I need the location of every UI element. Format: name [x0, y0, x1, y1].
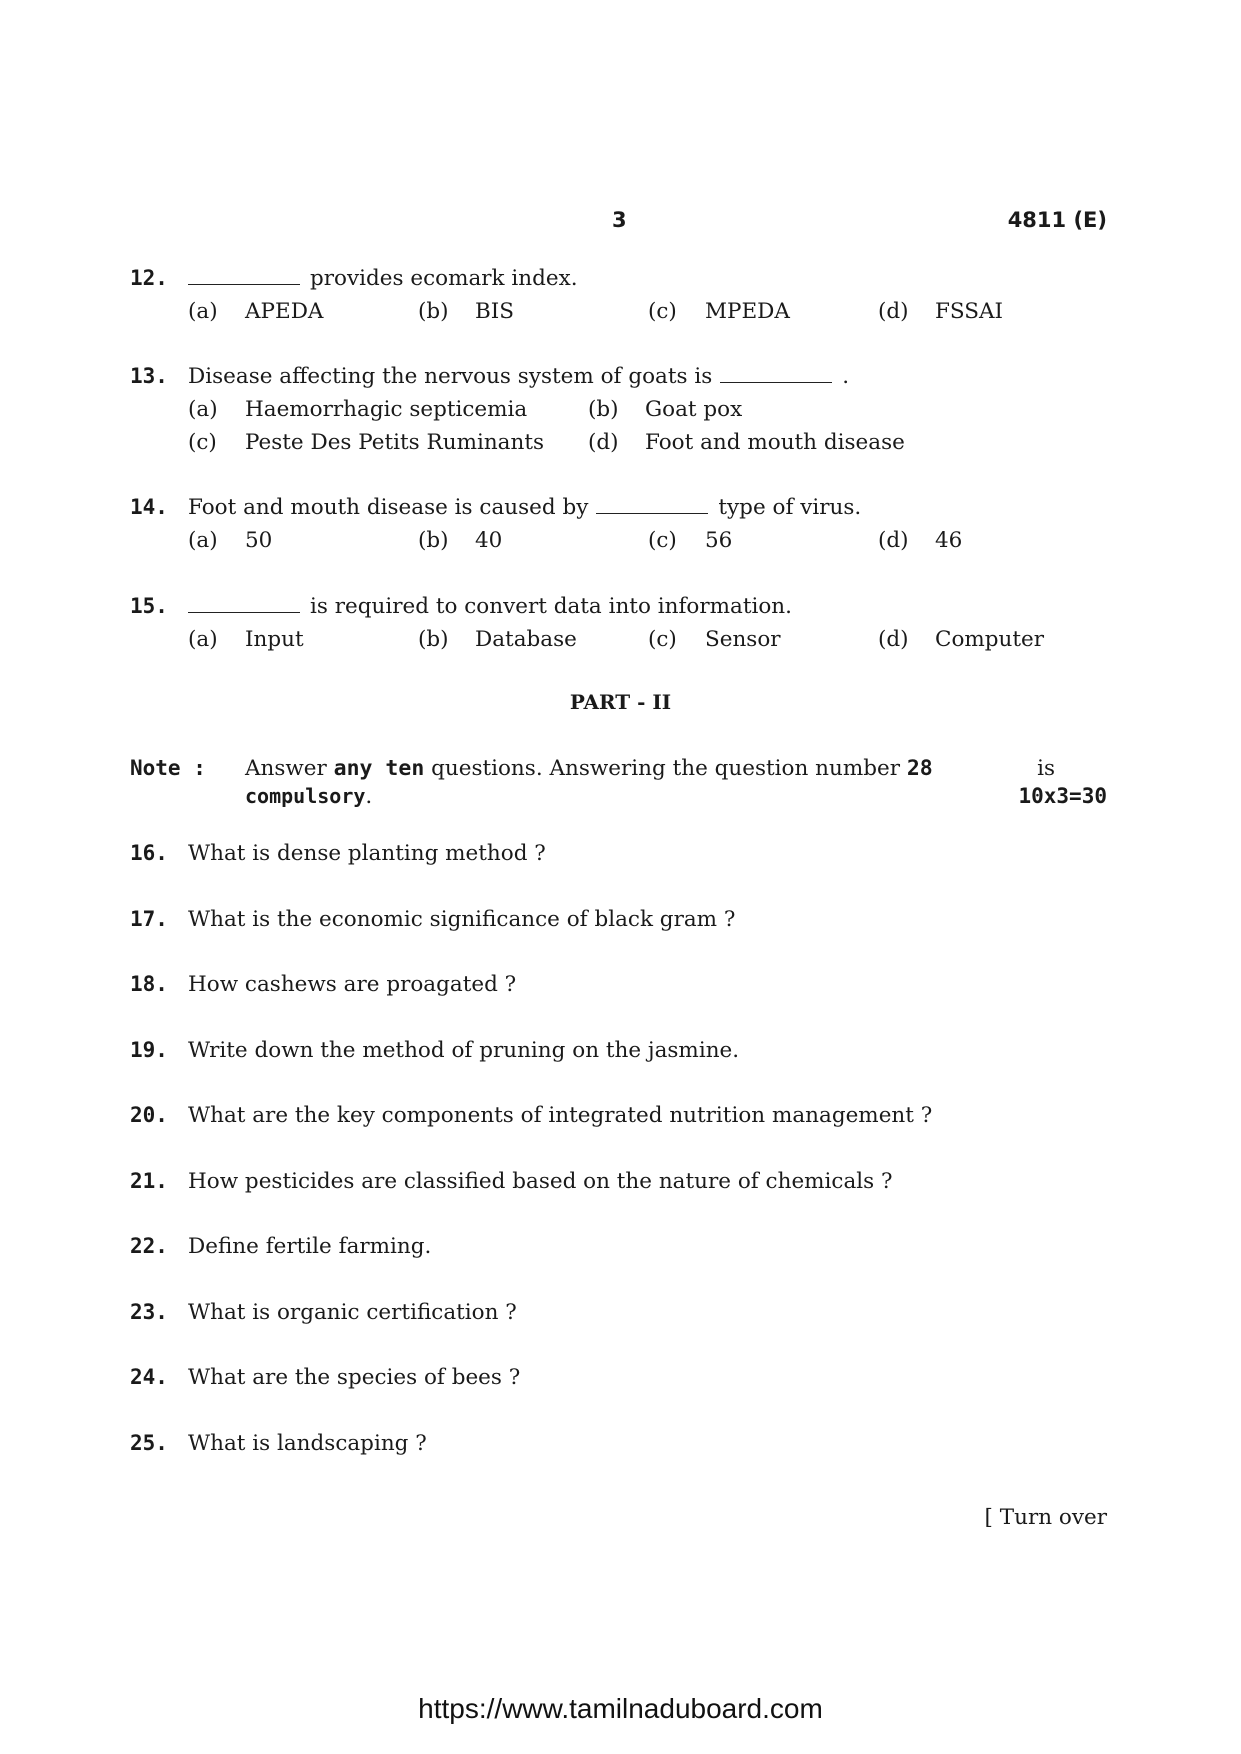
option-c: (c) 56 [648, 528, 733, 553]
question-number: 20. [130, 1103, 168, 1127]
note-label: Note : [130, 756, 206, 780]
option-b: (b) Database [418, 627, 577, 652]
question-number: 17. [130, 906, 168, 931]
page-number: 3 [612, 208, 627, 232]
turn-over: [ Turn over [984, 1505, 1107, 1530]
option-d: (d) Foot and mouth disease [588, 430, 905, 455]
question-text: is required to convert data into information. [188, 590, 792, 623]
question-text: Foot and mouth disease is caused by type of virus. [188, 495, 862, 520]
question-text: Define fertile farming. [188, 1234, 432, 1259]
option-d: (d) 46 [878, 528, 963, 553]
question-text: provides ecomark index. [188, 262, 578, 295]
note-instruction-compulsory: compulsory. [245, 784, 373, 809]
question-number: 15. [130, 594, 168, 618]
question-number: 19. [130, 1037, 168, 1062]
answer-blank [188, 283, 300, 285]
question-number: 12. [130, 266, 168, 290]
option-a: (a) 50 [188, 528, 273, 553]
question-text: Disease affecting the nervous system of goats is . [188, 364, 850, 389]
question-text: What is dense planting method ? [188, 841, 546, 866]
option-b: (b) Goat pox [588, 397, 743, 422]
option-b: (b) BIS [418, 299, 515, 324]
option-c: (c) Peste Des Petits Ruminants [188, 430, 545, 455]
note-instruction: Answer any ten questions. Answering the question number 28 is [245, 756, 1055, 781]
answer-blank [720, 381, 832, 383]
options [188, 393, 1108, 459]
option-a: (a) APEDA [188, 299, 324, 324]
options [188, 524, 1108, 557]
question-number: 21. [130, 1168, 168, 1193]
option-d: (d) Computer [878, 627, 1045, 652]
question-text: How cashews are proagated ? [188, 972, 517, 997]
question-number: 25. [130, 1430, 168, 1455]
question-number: 16. [130, 841, 168, 865]
paper-code: 4811 (E) [1007, 208, 1107, 232]
option-d: (d) FSSAI [878, 299, 1004, 324]
question-number: 18. [130, 972, 168, 996]
question-number: 23. [130, 1299, 168, 1324]
option-a: (a) Input [188, 627, 304, 652]
option-b: (b) 40 [418, 528, 503, 553]
part-title: PART - II [569, 690, 672, 714]
question-text: What is landscaping ? [188, 1430, 427, 1456]
option-a: (a) Haemorrhagic septicemia [188, 397, 528, 422]
question-text: What are the species of bees ? [188, 1365, 521, 1390]
question-text: What is organic certification ? [188, 1299, 517, 1325]
question-number: 14. [130, 495, 168, 519]
footer-url: https://www.tamilnaduboard.com [418, 1693, 823, 1724]
question-number: 24. [130, 1365, 168, 1389]
options [188, 295, 1108, 328]
options [188, 623, 1108, 656]
option-c: (c) Sensor [648, 627, 781, 652]
marks-allotment: 10x3=30 [1018, 784, 1107, 808]
answer-blank [188, 611, 300, 613]
question-number: 13. [130, 364, 168, 388]
question-number: 22. [130, 1234, 168, 1258]
question-text: What is the economic significance of black gram ? [188, 906, 736, 932]
question-text: What are the key components of integrated nutrition management ? [188, 1103, 933, 1128]
question-text: Write down the method of pruning on the jasmine. [188, 1037, 740, 1063]
answer-blank [596, 512, 708, 514]
option-c: (c) MPEDA [648, 299, 790, 324]
question-text: How pesticides are classified based on the nature of chemicals ? [188, 1168, 893, 1194]
